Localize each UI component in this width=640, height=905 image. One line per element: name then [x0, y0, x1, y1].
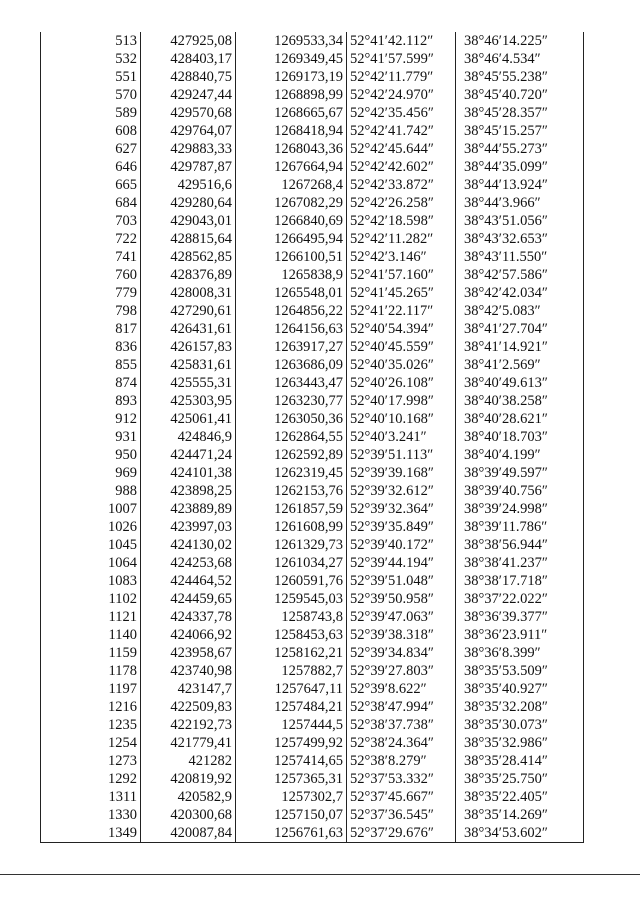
latitude-cell: 52°39′38.318″ — [347, 626, 456, 644]
x-coordinate-cell: 424846,9 — [141, 428, 236, 446]
table-row — [41, 698, 584, 716]
point-number-cell: 532 — [41, 50, 141, 68]
point-number-cell: 912 — [41, 410, 141, 428]
latitude-cell: 52°40′45.559″ — [347, 338, 456, 356]
point-number-cell: 665 — [41, 176, 141, 194]
x-coordinate-cell: 428376,89 — [141, 266, 236, 284]
latitude-cell: 52°39′47.063″ — [347, 608, 456, 626]
longitude-cell: 38°38′56.944″ — [456, 536, 584, 554]
table-row — [41, 374, 584, 392]
y-coordinate-cell: 1256761,63 — [236, 824, 347, 843]
x-coordinate-cell: 421282 — [141, 752, 236, 770]
point-number-cell: 608 — [41, 122, 141, 140]
y-coordinate-cell: 1263050,36 — [236, 410, 347, 428]
table-row — [41, 608, 584, 626]
point-number-cell: 931 — [41, 428, 141, 446]
x-coordinate-cell: 429280,64 — [141, 194, 236, 212]
table-row — [41, 572, 584, 590]
table-row — [41, 446, 584, 464]
latitude-cell: 52°39′50.958″ — [347, 590, 456, 608]
latitude-cell: 52°40′17.998″ — [347, 392, 456, 410]
y-coordinate-cell: 1268043,36 — [236, 140, 347, 158]
point-number-cell: 627 — [41, 140, 141, 158]
point-number-cell: 1140 — [41, 626, 141, 644]
y-coordinate-cell: 1257484,21 — [236, 698, 347, 716]
table-row — [41, 734, 584, 752]
x-coordinate-cell: 427290,61 — [141, 302, 236, 320]
longitude-cell: 38°44′35.099″ — [456, 158, 584, 176]
x-coordinate-cell: 425831,61 — [141, 356, 236, 374]
point-number-cell: 684 — [41, 194, 141, 212]
point-number-cell: 1235 — [41, 716, 141, 734]
table-row — [41, 194, 584, 212]
longitude-cell: 38°40′4.199″ — [456, 446, 584, 464]
x-coordinate-cell: 424464,52 — [141, 572, 236, 590]
latitude-cell: 52°39′32.364″ — [347, 500, 456, 518]
longitude-cell: 38°44′3.966″ — [456, 194, 584, 212]
point-number-cell: 703 — [41, 212, 141, 230]
latitude-cell: 52°40′3.241″ — [347, 428, 456, 446]
longitude-cell: 38°42′57.586″ — [456, 266, 584, 284]
longitude-cell: 38°35′14.269″ — [456, 806, 584, 824]
table-row — [41, 410, 584, 428]
point-number-cell: 1273 — [41, 752, 141, 770]
table-row — [41, 590, 584, 608]
point-number-cell: 874 — [41, 374, 141, 392]
point-number-cell: 741 — [41, 248, 141, 266]
latitude-cell: 52°42′35.456″ — [347, 104, 456, 122]
latitude-cell: 52°39′51.048″ — [347, 572, 456, 590]
table-row — [41, 104, 584, 122]
longitude-cell: 38°35′25.750″ — [456, 770, 584, 788]
longitude-cell: 38°43′11.550″ — [456, 248, 584, 266]
longitude-cell: 38°41′2.569″ — [456, 356, 584, 374]
latitude-cell: 52°37′45.667″ — [347, 788, 456, 806]
point-number-cell: 1083 — [41, 572, 141, 590]
point-number-cell: 1254 — [41, 734, 141, 752]
latitude-cell: 52°41′57.599″ — [347, 50, 456, 68]
table-row — [41, 284, 584, 302]
longitude-cell: 38°39′11.786″ — [456, 518, 584, 536]
latitude-cell: 52°42′24.970″ — [347, 86, 456, 104]
longitude-cell: 38°40′49.613″ — [456, 374, 584, 392]
x-coordinate-cell: 425555,31 — [141, 374, 236, 392]
longitude-cell: 38°46′4.534″ — [456, 50, 584, 68]
y-coordinate-cell: 1267664,94 — [236, 158, 347, 176]
table-row — [41, 212, 584, 230]
table-row — [41, 140, 584, 158]
longitude-cell: 38°35′40.927″ — [456, 680, 584, 698]
x-coordinate-cell: 423997,03 — [141, 518, 236, 536]
latitude-cell: 52°41′57.160″ — [347, 266, 456, 284]
x-coordinate-cell: 420819,92 — [141, 770, 236, 788]
point-number-cell: 836 — [41, 338, 141, 356]
x-coordinate-cell: 424337,78 — [141, 608, 236, 626]
point-number-cell: 551 — [41, 68, 141, 86]
table-row — [41, 302, 584, 320]
point-number-cell: 779 — [41, 284, 141, 302]
x-coordinate-cell: 426157,83 — [141, 338, 236, 356]
latitude-cell: 52°40′10.168″ — [347, 410, 456, 428]
table-row — [41, 50, 584, 68]
point-number-cell: 1178 — [41, 662, 141, 680]
latitude-cell: 52°42′11.779″ — [347, 68, 456, 86]
y-coordinate-cell: 1264856,22 — [236, 302, 347, 320]
y-coordinate-cell: 1261034,27 — [236, 554, 347, 572]
x-coordinate-cell: 428008,31 — [141, 284, 236, 302]
y-coordinate-cell: 1258743,8 — [236, 608, 347, 626]
latitude-cell: 52°40′35.026″ — [347, 356, 456, 374]
longitude-cell: 38°42′42.034″ — [456, 284, 584, 302]
y-coordinate-cell: 1257302,7 — [236, 788, 347, 806]
point-number-cell: 817 — [41, 320, 141, 338]
latitude-cell: 52°39′27.803″ — [347, 662, 456, 680]
table-row — [41, 68, 584, 86]
y-coordinate-cell: 1263230,77 — [236, 392, 347, 410]
point-number-cell: 1216 — [41, 698, 141, 716]
point-number-cell: 893 — [41, 392, 141, 410]
longitude-cell: 38°37′22.022″ — [456, 590, 584, 608]
latitude-cell: 52°37′29.676″ — [347, 824, 456, 843]
y-coordinate-cell: 1257647,11 — [236, 680, 347, 698]
y-coordinate-cell: 1268418,94 — [236, 122, 347, 140]
latitude-cell: 52°39′40.172″ — [347, 536, 456, 554]
y-coordinate-cell: 1266495,94 — [236, 230, 347, 248]
table-row — [41, 266, 584, 284]
latitude-cell: 52°38′8.279″ — [347, 752, 456, 770]
x-coordinate-cell: 420582,9 — [141, 788, 236, 806]
longitude-cell: 38°45′55.238″ — [456, 68, 584, 86]
x-coordinate-cell: 424253,68 — [141, 554, 236, 572]
table-row — [41, 554, 584, 572]
latitude-cell: 52°42′33.872″ — [347, 176, 456, 194]
longitude-cell: 38°42′5.083″ — [456, 302, 584, 320]
longitude-cell: 38°39′49.597″ — [456, 464, 584, 482]
x-coordinate-cell: 429787,87 — [141, 158, 236, 176]
longitude-cell: 38°34′53.602″ — [456, 824, 584, 843]
longitude-cell: 38°39′24.998″ — [456, 500, 584, 518]
table-row — [41, 644, 584, 662]
point-number-cell: 1064 — [41, 554, 141, 572]
x-coordinate-cell: 420087,84 — [141, 824, 236, 843]
table-row — [41, 392, 584, 410]
point-number-cell: 1197 — [41, 680, 141, 698]
y-coordinate-cell: 1257444,5 — [236, 716, 347, 734]
longitude-cell: 38°35′30.073″ — [456, 716, 584, 734]
latitude-cell: 52°41′45.265″ — [347, 284, 456, 302]
y-coordinate-cell: 1258162,21 — [236, 644, 347, 662]
table-row — [41, 230, 584, 248]
latitude-cell: 52°37′36.545″ — [347, 806, 456, 824]
table-row — [41, 680, 584, 698]
table-row — [41, 320, 584, 338]
latitude-cell: 52°42′18.598″ — [347, 212, 456, 230]
point-number-cell: 950 — [41, 446, 141, 464]
y-coordinate-cell: 1268665,67 — [236, 104, 347, 122]
x-coordinate-cell: 426431,61 — [141, 320, 236, 338]
longitude-cell: 38°46′14.225″ — [456, 32, 584, 50]
y-coordinate-cell: 1262319,45 — [236, 464, 347, 482]
x-coordinate-cell: 429883,33 — [141, 140, 236, 158]
coordinates-table — [40, 32, 584, 843]
longitude-cell: 38°45′40.720″ — [456, 86, 584, 104]
x-coordinate-cell: 424101,38 — [141, 464, 236, 482]
point-number-cell: 1121 — [41, 608, 141, 626]
latitude-cell: 52°39′39.168″ — [347, 464, 456, 482]
table-row — [41, 32, 584, 50]
y-coordinate-cell: 1263917,27 — [236, 338, 347, 356]
y-coordinate-cell: 1258453,63 — [236, 626, 347, 644]
point-number-cell: 1007 — [41, 500, 141, 518]
longitude-cell: 38°35′32.208″ — [456, 698, 584, 716]
y-coordinate-cell: 1260591,76 — [236, 572, 347, 590]
x-coordinate-cell: 425061,41 — [141, 410, 236, 428]
table-row — [41, 428, 584, 446]
table-row — [41, 176, 584, 194]
y-coordinate-cell: 1261329,73 — [236, 536, 347, 554]
x-coordinate-cell: 424471,24 — [141, 446, 236, 464]
table-row — [41, 158, 584, 176]
point-number-cell: 1045 — [41, 536, 141, 554]
longitude-cell: 38°44′13.924″ — [456, 176, 584, 194]
x-coordinate-cell: 424066,92 — [141, 626, 236, 644]
y-coordinate-cell: 1262864,55 — [236, 428, 347, 446]
y-coordinate-cell: 1262153,76 — [236, 482, 347, 500]
latitude-cell: 52°39′32.612″ — [347, 482, 456, 500]
latitude-cell: 52°38′37.738″ — [347, 716, 456, 734]
table-row — [41, 86, 584, 104]
latitude-cell: 52°38′47.994″ — [347, 698, 456, 716]
table-row — [41, 500, 584, 518]
table-row — [41, 626, 584, 644]
point-number-cell: 589 — [41, 104, 141, 122]
y-coordinate-cell: 1269173,19 — [236, 68, 347, 86]
x-coordinate-cell: 422192,73 — [141, 716, 236, 734]
point-number-cell: 1349 — [41, 824, 141, 843]
longitude-cell: 38°45′15.257″ — [456, 122, 584, 140]
y-coordinate-cell: 1263686,09 — [236, 356, 347, 374]
point-number-cell: 1311 — [41, 788, 141, 806]
longitude-cell: 38°38′41.237″ — [456, 554, 584, 572]
y-coordinate-cell: 1257150,07 — [236, 806, 347, 824]
table-row — [41, 338, 584, 356]
y-coordinate-cell: 1262592,89 — [236, 446, 347, 464]
point-number-cell: 722 — [41, 230, 141, 248]
x-coordinate-cell: 423147,7 — [141, 680, 236, 698]
point-number-cell: 1102 — [41, 590, 141, 608]
point-number-cell: 513 — [41, 32, 141, 50]
x-coordinate-cell: 429043,01 — [141, 212, 236, 230]
latitude-cell: 52°42′45.644″ — [347, 140, 456, 158]
y-coordinate-cell: 1257882,7 — [236, 662, 347, 680]
x-coordinate-cell: 429516,6 — [141, 176, 236, 194]
longitude-cell: 38°35′28.414″ — [456, 752, 584, 770]
y-coordinate-cell: 1261608,99 — [236, 518, 347, 536]
x-coordinate-cell: 423898,25 — [141, 482, 236, 500]
latitude-cell: 52°39′34.834″ — [347, 644, 456, 662]
y-coordinate-cell: 1257365,31 — [236, 770, 347, 788]
latitude-cell: 52°38′24.364″ — [347, 734, 456, 752]
table-row — [41, 716, 584, 734]
table-row — [41, 824, 584, 843]
longitude-cell: 38°41′27.704″ — [456, 320, 584, 338]
latitude-cell: 52°42′42.602″ — [347, 158, 456, 176]
table-row — [41, 806, 584, 824]
latitude-cell: 52°37′53.332″ — [347, 770, 456, 788]
y-coordinate-cell: 1264156,63 — [236, 320, 347, 338]
latitude-cell: 52°42′11.282″ — [347, 230, 456, 248]
table-row — [41, 464, 584, 482]
y-coordinate-cell: 1269349,45 — [236, 50, 347, 68]
x-coordinate-cell: 427925,08 — [141, 32, 236, 50]
longitude-cell: 38°43′32.653″ — [456, 230, 584, 248]
x-coordinate-cell: 423740,98 — [141, 662, 236, 680]
y-coordinate-cell: 1266840,69 — [236, 212, 347, 230]
longitude-cell: 38°35′32.986″ — [456, 734, 584, 752]
point-number-cell: 855 — [41, 356, 141, 374]
longitude-cell: 38°40′18.703″ — [456, 428, 584, 446]
latitude-cell: 52°40′26.108″ — [347, 374, 456, 392]
latitude-cell: 52°39′35.849″ — [347, 518, 456, 536]
point-number-cell: 988 — [41, 482, 141, 500]
latitude-cell: 52°42′26.258″ — [347, 194, 456, 212]
table-body — [41, 32, 584, 843]
x-coordinate-cell: 428562,85 — [141, 248, 236, 266]
table-row — [41, 536, 584, 554]
table-row — [41, 356, 584, 374]
x-coordinate-cell: 422509,83 — [141, 698, 236, 716]
x-coordinate-cell: 423889,89 — [141, 500, 236, 518]
latitude-cell: 52°39′8.622″ — [347, 680, 456, 698]
point-number-cell: 1292 — [41, 770, 141, 788]
longitude-cell: 38°35′22.405″ — [456, 788, 584, 806]
latitude-cell: 52°41′42.112″ — [347, 32, 456, 50]
table-row — [41, 770, 584, 788]
x-coordinate-cell: 421779,41 — [141, 734, 236, 752]
longitude-cell: 38°45′28.357″ — [456, 104, 584, 122]
x-coordinate-cell: 429247,44 — [141, 86, 236, 104]
x-coordinate-cell: 420300,68 — [141, 806, 236, 824]
point-number-cell: 760 — [41, 266, 141, 284]
point-number-cell: 1159 — [41, 644, 141, 662]
x-coordinate-cell: 428815,64 — [141, 230, 236, 248]
latitude-cell: 52°39′44.194″ — [347, 554, 456, 572]
table-row — [41, 482, 584, 500]
y-coordinate-cell: 1257414,65 — [236, 752, 347, 770]
y-coordinate-cell: 1266100,51 — [236, 248, 347, 266]
y-coordinate-cell: 1265548,01 — [236, 284, 347, 302]
longitude-cell: 38°36′8.399″ — [456, 644, 584, 662]
latitude-cell: 52°39′51.113″ — [347, 446, 456, 464]
point-number-cell: 646 — [41, 158, 141, 176]
latitude-cell: 52°42′41.742″ — [347, 122, 456, 140]
table-row — [41, 788, 584, 806]
latitude-cell: 52°40′54.394″ — [347, 320, 456, 338]
latitude-cell: 52°41′22.117″ — [347, 302, 456, 320]
point-number-cell: 1330 — [41, 806, 141, 824]
table-row — [41, 122, 584, 140]
x-coordinate-cell: 428403,17 — [141, 50, 236, 68]
point-number-cell: 798 — [41, 302, 141, 320]
x-coordinate-cell: 424130,02 — [141, 536, 236, 554]
y-coordinate-cell: 1261857,59 — [236, 500, 347, 518]
y-coordinate-cell: 1265838,9 — [236, 266, 347, 284]
longitude-cell: 38°40′28.621″ — [456, 410, 584, 428]
y-coordinate-cell: 1267082,29 — [236, 194, 347, 212]
table-row — [41, 248, 584, 266]
y-coordinate-cell: 1257499,92 — [236, 734, 347, 752]
table-row — [41, 518, 584, 536]
y-coordinate-cell: 1268898,99 — [236, 86, 347, 104]
x-coordinate-cell: 425303,95 — [141, 392, 236, 410]
longitude-cell: 38°40′38.258″ — [456, 392, 584, 410]
x-coordinate-cell: 428840,75 — [141, 68, 236, 86]
longitude-cell: 38°35′53.509″ — [456, 662, 584, 680]
point-number-cell: 969 — [41, 464, 141, 482]
longitude-cell: 38°41′14.921″ — [456, 338, 584, 356]
x-coordinate-cell: 429764,07 — [141, 122, 236, 140]
x-coordinate-cell: 423958,67 — [141, 644, 236, 662]
y-coordinate-cell: 1263443,47 — [236, 374, 347, 392]
y-coordinate-cell: 1269533,34 — [236, 32, 347, 50]
longitude-cell: 38°36′23.911″ — [456, 626, 584, 644]
y-coordinate-cell: 1267268,4 — [236, 176, 347, 194]
x-coordinate-cell: 424459,65 — [141, 590, 236, 608]
longitude-cell: 38°43′51.056″ — [456, 212, 584, 230]
table-row — [41, 662, 584, 680]
x-coordinate-cell: 429570,68 — [141, 104, 236, 122]
longitude-cell: 38°36′39.377″ — [456, 608, 584, 626]
point-number-cell: 570 — [41, 86, 141, 104]
latitude-cell: 52°42′3.146″ — [347, 248, 456, 266]
y-coordinate-cell: 1259545,03 — [236, 590, 347, 608]
longitude-cell: 38°38′17.718″ — [456, 572, 584, 590]
point-number-cell: 1026 — [41, 518, 141, 536]
longitude-cell: 38°39′40.756″ — [456, 482, 584, 500]
page-bottom-rule — [0, 874, 640, 875]
table-row — [41, 752, 584, 770]
longitude-cell: 38°44′55.273″ — [456, 140, 584, 158]
